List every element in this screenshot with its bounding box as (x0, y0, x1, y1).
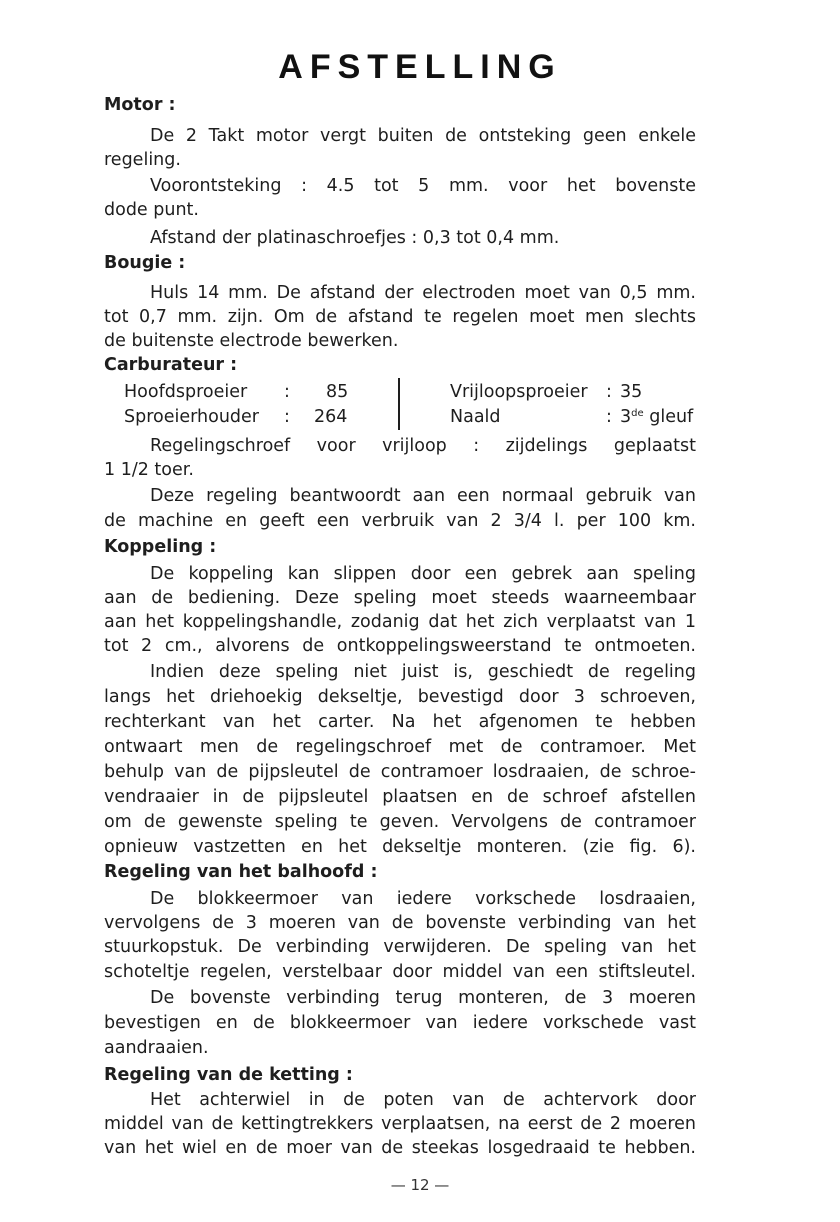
table-label: Vrijloopsproeier (450, 382, 588, 402)
text-line: aandraaien. (104, 1038, 209, 1058)
text-line: vervolgens de 3 moeren van de bovenste verbinding van het (104, 913, 696, 933)
heading-ketting: Regeling van de ketting : (104, 1065, 353, 1085)
text-line: stuurkopstuk. De verbinding verwijderen. De speling van het (104, 937, 696, 957)
table-value: 264 (314, 407, 348, 427)
heading-koppeling: Koppeling : (104, 537, 217, 557)
heading-carburateur: Carburateur : (104, 355, 238, 375)
text-line: Afstand der platinaschroefjes : 0,3 tot 0,4 mm. (150, 228, 560, 248)
table-separator: : (606, 382, 612, 402)
text-line: Indien deze speling niet juist is, geschiedt de regeling (150, 662, 696, 682)
text-line: tot 0,7 mm. zijn. Om de afstand te regelen moet men slechts (104, 307, 696, 327)
text-line: Deze regeling beantwoordt aan een normaal gebruik van (150, 486, 696, 506)
text-line: opnieuw vastzetten en het dekseltje monteren. (zie fig. 6). (104, 837, 696, 857)
table-label: Naald (450, 407, 501, 427)
text-line: 1 1/2 toer. (104, 460, 194, 480)
table-label: Hoofdsproeier (124, 382, 248, 402)
table-label: Sproeierhouder (124, 407, 259, 427)
text-line: behulp van de pijpsleutel de contramoer losdraaien, de schroe- (104, 762, 696, 782)
text-line: Het achterwiel in de poten van de achtervork door (150, 1090, 696, 1110)
text-line: aan de bediening. Deze speling moet steeds waarneembaar (104, 588, 696, 608)
text-line: Huls 14 mm. De afstand der electroden moet van 0,5 mm. (150, 283, 696, 303)
table-value: 35 (620, 382, 643, 402)
value-number: 3 (620, 407, 632, 427)
value-word: gleuf (649, 407, 694, 427)
text-line: tot 2 cm., alvorens de ontkoppelingsweerstand te ontmoeten. (104, 636, 696, 656)
heading-balhoofd: Regeling van het balhoofd : (104, 862, 378, 882)
table-value: 85 (326, 382, 349, 402)
text-line: rechterkant van het carter. Na het afgenomen te hebben (104, 712, 696, 732)
text-line: middel van de kettingtrekkers verplaatsen, na eerst de 2 moeren (104, 1114, 696, 1134)
text-line: regeling. (104, 150, 181, 170)
text-line: ontwaart men de regelingschroef met de contramoer. Met (104, 737, 696, 757)
text-line: De blokkeermoer van iedere vorkschede losdraaien, (150, 889, 696, 909)
heading-bougie: Bougie : (104, 253, 186, 273)
text-line: van het wiel en de moer van de steekas losgedraaid te hebben. (104, 1138, 696, 1158)
text-line: dode punt. (104, 200, 199, 220)
text-line: Regelingschroef voor vrijloop : zijdelings geplaatst (150, 436, 696, 456)
text-line: De koppeling kan slippen door een gebrek aan speling (150, 564, 696, 584)
text-line: De 2 Takt motor vergt buiten de ontsteking geen enkele (150, 126, 696, 146)
text-line: schoteltje regelen, verstelbaar door middel van een stiftsleutel. (104, 962, 696, 982)
text-line: vendraaier in de pijpsleutel plaatsen en de schroef afstellen (104, 787, 696, 807)
text-line: bevestigen en de blokkeermoer van iedere vorkschede vast (104, 1013, 696, 1033)
table-separator: : (606, 407, 612, 427)
text-line: Voorontsteking : 4.5 tot 5 mm. voor het bovenste (150, 176, 696, 196)
text-line: de buitenste electrode bewerken. (104, 331, 399, 351)
text-line: langs het driehoekig dekseltje, bevestigd door 3 schroeven, (104, 687, 696, 707)
table-value (620, 405, 693, 429)
table-separator: : (284, 382, 290, 402)
value-superscript: de (631, 408, 644, 419)
heading-motor: Motor : (104, 95, 176, 115)
text-line: de machine en geeft een verbruik van 2 3/4 l. per 100 km. (104, 511, 696, 531)
text-line: om de gewenste speling te geven. Vervolgens de contramoer (104, 812, 696, 832)
text-line: aan het koppelingshandle, zodanig dat het zich verplaatst van 1 (104, 612, 696, 632)
page-title: AFSTELLING (278, 48, 562, 86)
text-line: De bovenste verbinding terug monteren, de 3 moeren (150, 988, 696, 1008)
table-divider (398, 378, 400, 430)
page-number: — 12 — (390, 1176, 450, 1194)
table-separator: : (284, 407, 290, 427)
